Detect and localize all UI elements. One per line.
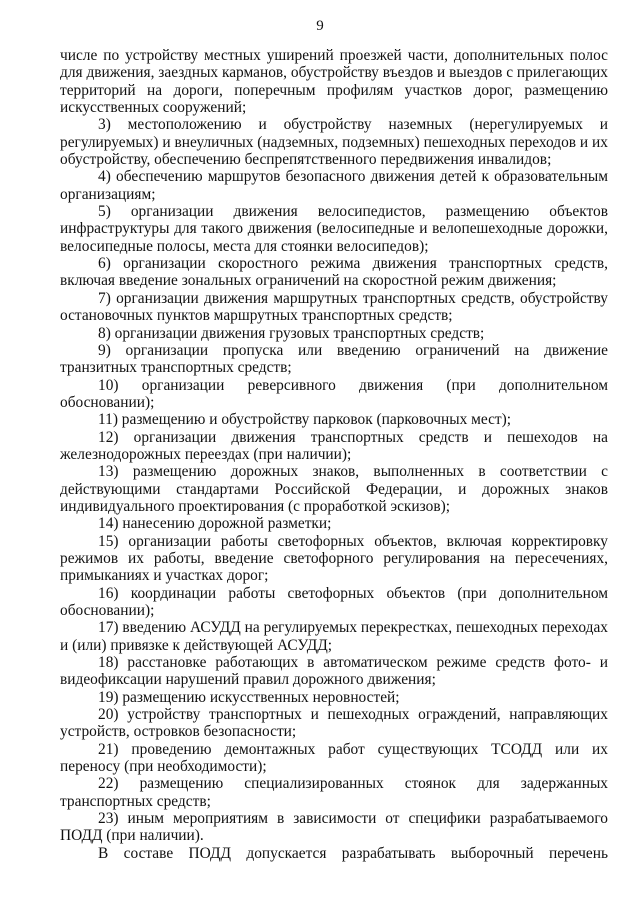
- list-item-17: 17) введению АСУДД на регулируемых перекрестках, пешеходных переходах и (или) привязке к действующей АСУДД;: [60, 619, 608, 654]
- list-item-16: 16) координации работы светофорных объектов (при дополнительном обосновании);: [60, 584, 608, 619]
- list-item-5: 5) организации движения велосипедистов, размещению объектов инфраструктуры для такого движения (велосипедные и велопешеходные дорожки, велосипедные полосы, места для стоянки велосипедов);: [60, 203, 608, 255]
- list-item-10: 10) организации реверсивного движения (при дополнительном обосновании);: [60, 376, 608, 411]
- paragraph-continuation: числе по устройству местных уширений проезжей части, дополнительных полос для движения, заездных карманов, обустройству въездов и выездов с прилегающих территорий на дороги, поперечным профилям участков дорог, размещению искусственных сооружений;: [60, 47, 608, 117]
- list-item-8: 8) организации движения грузовых транспортных средств;: [98, 324, 485, 342]
- list-item-12: 12) организации движения транспортных средств и пешеходов на железнодорожных переездах (при наличии);: [60, 428, 608, 463]
- list-item-3: 3) местоположению и обустройству наземных (нерегулируемых и регулируемых) и внеуличных (надземных, подземных) пешеходных переходов и их обустройству, обеспечению беспрепятственного передвижения инвалидов;: [60, 116, 608, 169]
- list-item-4: 4) обеспечению маршрутов безопасного движения детей к образовательным организациям;: [60, 168, 608, 203]
- page-number: 9: [316, 18, 324, 34]
- paragraph-final: В составе ПОДД допускается разрабатывать выборочный перечень: [98, 844, 608, 862]
- list-item-6: 6) организации скоростного режима движения транспортных средств, включая введение зональных ограничений на скоростной режим движения;: [60, 255, 608, 290]
- list-item-11: 11) размещению и обустройству парковок (парковочных мест);: [98, 411, 512, 429]
- list-item-7: 7) организации движения маршрутных транспортных средств, обустройству остановочных пунктов маршрутных транспортных средств;: [60, 289, 608, 325]
- list-item-22: 22) размещению специализированных стоянок для задержанных транспортных средств;: [60, 775, 608, 810]
- list-item-14: 14) нанесению дорожной разметки;: [98, 515, 332, 533]
- list-item-18: 18) расстановке работающих в автоматическом режиме средств фото- и видеофиксации нарушений правил дорожного движения;: [60, 654, 608, 689]
- list-item-23: 23) иным мероприятиям в зависимости от специфики разрабатываемого ПОДД (при наличии).: [60, 810, 608, 845]
- list-item-9: 9) организации пропуска или введению ограничений на движение транзитных транспортных средств;: [60, 341, 608, 377]
- list-item-21: 21) проведению демонтажных работ существующих ТСОДД или их переносу (при необходимости);: [60, 740, 608, 776]
- list-item-15: 15) организации работы светофорных объектов, включая корректировку режимов их работы, введение светофорного регулирования на пересечениях, примыканиях и участках дорог;: [60, 532, 608, 585]
- document-body: [60, 47, 608, 862]
- list-item-13: 13) размещению дорожных знаков, выполненных в соответствии с действующими стандартами Российской Федерации, и дорожных знаков индивидуального проектирования (с проработкой эскизов);: [60, 463, 608, 515]
- list-item-20: 20) устройству транспортных и пешеходных ограждений, направляющих устройств, островков безопасности;: [60, 706, 608, 741]
- list-item-19: 19) размещению искусственных неровностей;: [98, 688, 400, 706]
